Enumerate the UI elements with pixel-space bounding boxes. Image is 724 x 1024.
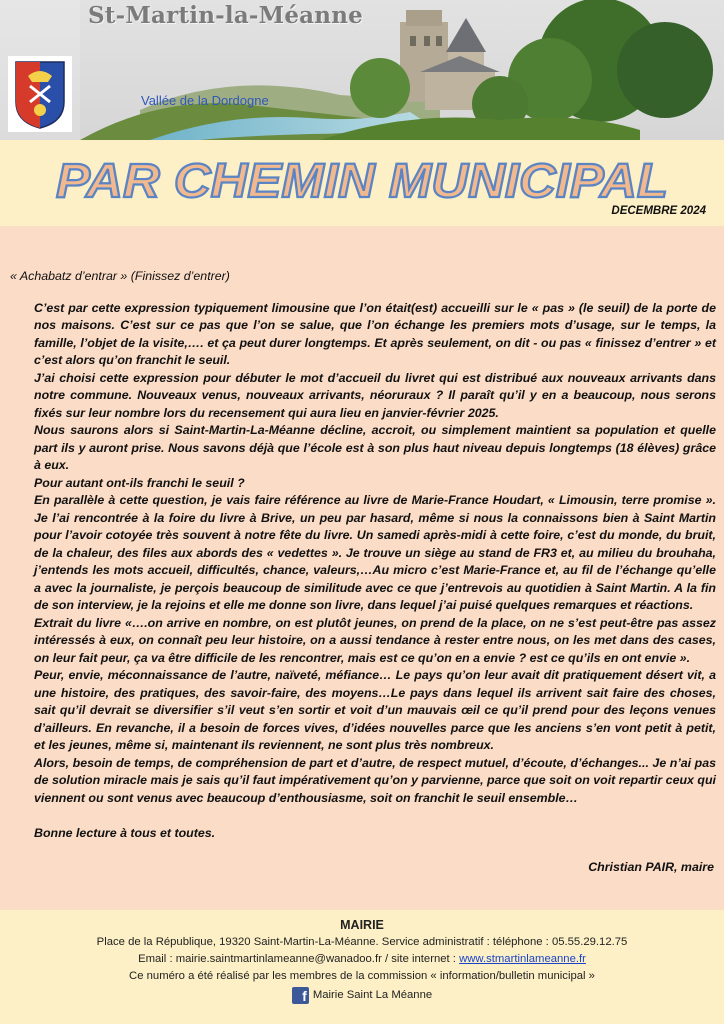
footer-credit: Ce numéro a été réalisé par les membres de la commission « information/bulletin municipal » [129, 970, 595, 982]
newsletter-title-text: PAR CHEMIN MUNICIPAL [56, 155, 668, 208]
paragraph: Alors, besoin de temps, de compréhension de part et d’autre, de respect mutuel, d’écoute, d’échanges... Je n’ai pas de solution miracle mais je sais qu’il faut impérativement qu’on y parvienne, parce que soit on voit repartir ceux qui viennent ou sont venus avec beaucoup d’enthousiasme, soit on franchit le seuil ensemble… [34, 755, 716, 805]
footer-email: Email : mairie.saintmartinlameanne@wanadoo.fr / site internet : [138, 953, 460, 965]
paragraph: C’est par cette expression typiquement limousine que l’on était(est) accueilli sur le « pas » (le seuil) de la porte de nos maisons. C’est sur ce pas que l’on se salue, que l’on échange les premiers mots d’usage, sur le temps, la famille, l’objet de la visite,…. et ça peut durer longtemps. Et après seulement, on dit - ou pas « finissez d’entrer » et c’est alors qu’on franchit le seuil. [34, 300, 716, 367]
footer-address: Place de la République, 19320 Saint-Martin-La-Méanne. Service administratif : téléphone : 05.55.29.12.75 [96, 936, 628, 948]
website-link[interactable]: www.stmartinlameanne.fr [459, 953, 586, 965]
facebook-label[interactable]: Mairie Saint La Méanne [312, 989, 433, 1001]
issue-date: DECEMBRE 2024 [611, 205, 706, 217]
editorial-heading: « Achabatz d’entrar » (Finissez d’entrer) [10, 269, 230, 283]
closing-line: Bonne lecture à tous et toutes. [34, 826, 216, 840]
paragraph: Peur, envie, méconnaissance de l’autre, naïveté, méfiance… Le pays qu’on leur avait dit pratiquement désert vit, a une histoire, des pratiques, des savoir-faire, des moyens…Le pays dans lequel ils arrivent sait faire des choses, sait qu’il devrait se diversifier s’il veut s’en sortir et voit d’un mauvais œil ce qu’il prend pour des leçons venues d’ailleurs. En revanche, il a besoin de forces vives, d’idées nouvelles parce que les anciens s’en vont petit à petit, et les jeunes, même si, maintenant ils reviennent, ne sont plus très nombreux. [34, 668, 716, 752]
editorial [10, 268, 716, 876]
top-banner [0, 0, 724, 140]
town-name: St-Martin-la-Méanne [88, 2, 363, 29]
coat-of-arms-icon [8, 56, 72, 132]
banner-subtitle: Vallée de la Dordogne [141, 93, 269, 108]
footer [0, 910, 724, 1024]
editorial-body [34, 300, 716, 808]
paragraph: Extrait du livre «….on arrive en nombre, on est plutôt jeunes, on prend de la place, on ne s’est peut-être pas assez intéressés à eux, on connaît peu leur histoire, on a aussi tendance à rester entre nous, on les met dans des cases, on leur fait peur, ça va être difficile de les rencontrer, mais est ce qu’on en a envie ? est ce qu’ils en ont envie ». [34, 615, 716, 665]
paragraph: En parallèle à cette question, je vais faire référence au livre de Marie-France Houdart, « Limousin, terre promise ». Je l’ai rencontrée à la foire du livre à Brive, un peu par hasard, même si nous la connaissons bien à Saint Martin pour l’avoir cotoyée très souvent à notre fête du livre. Un samedi après-midi à cette foire, c’est du monde, du bruit, de la chaleur, des files aux abords des « vedettes ». Je trouve un siège au stand de FR3 et, au milieu du brouhaha, j’entends les mots accueil, difficultés, chance, valeurs,…Au micro c’est Marie-France et, au fil de l’échange qu’elle a avec la journaliste, je perçois beaucoup de similitude avec ce que j’entrevois au quotidien à Saint Martin. A la fin de son interview, je la rejoins et elle me donne son livre, dans lequel j’ai puisé quelques remarques et réactions. [34, 493, 716, 612]
paragraph: Pour autant ont-ils franchi le seuil ? [34, 475, 245, 490]
paragraph: J’ai choisi cette expression pour débuter le mot d’accueil du livret qui est distribué aux nouveaux arrivants dans notre commune. Nouveaux venus, nouveaux arrivants, néoruraux ? Il paraît qu’il y en a beaucoup, nous serons fixés sur leur nombre lors du recensement qui aura lieu en janvier-février 2025. [34, 370, 716, 420]
facebook-row[interactable] [0, 987, 724, 1004]
footer-title: MAIRIE [340, 918, 384, 932]
footer-contact [0, 951, 724, 968]
signature: Christian PAIR, maire [588, 859, 714, 874]
paragraph: Nous saurons alors si Saint-Martin-La-Méanne décline, accroit, ou simplement maintient sa population et quelle part ils y auront prise. Nous savons déjà que l’école est à son plus haut niveau depuis longtemps (18 élèves) grâce à eux. [34, 423, 716, 472]
facebook-icon[interactable]: f [292, 987, 309, 1004]
